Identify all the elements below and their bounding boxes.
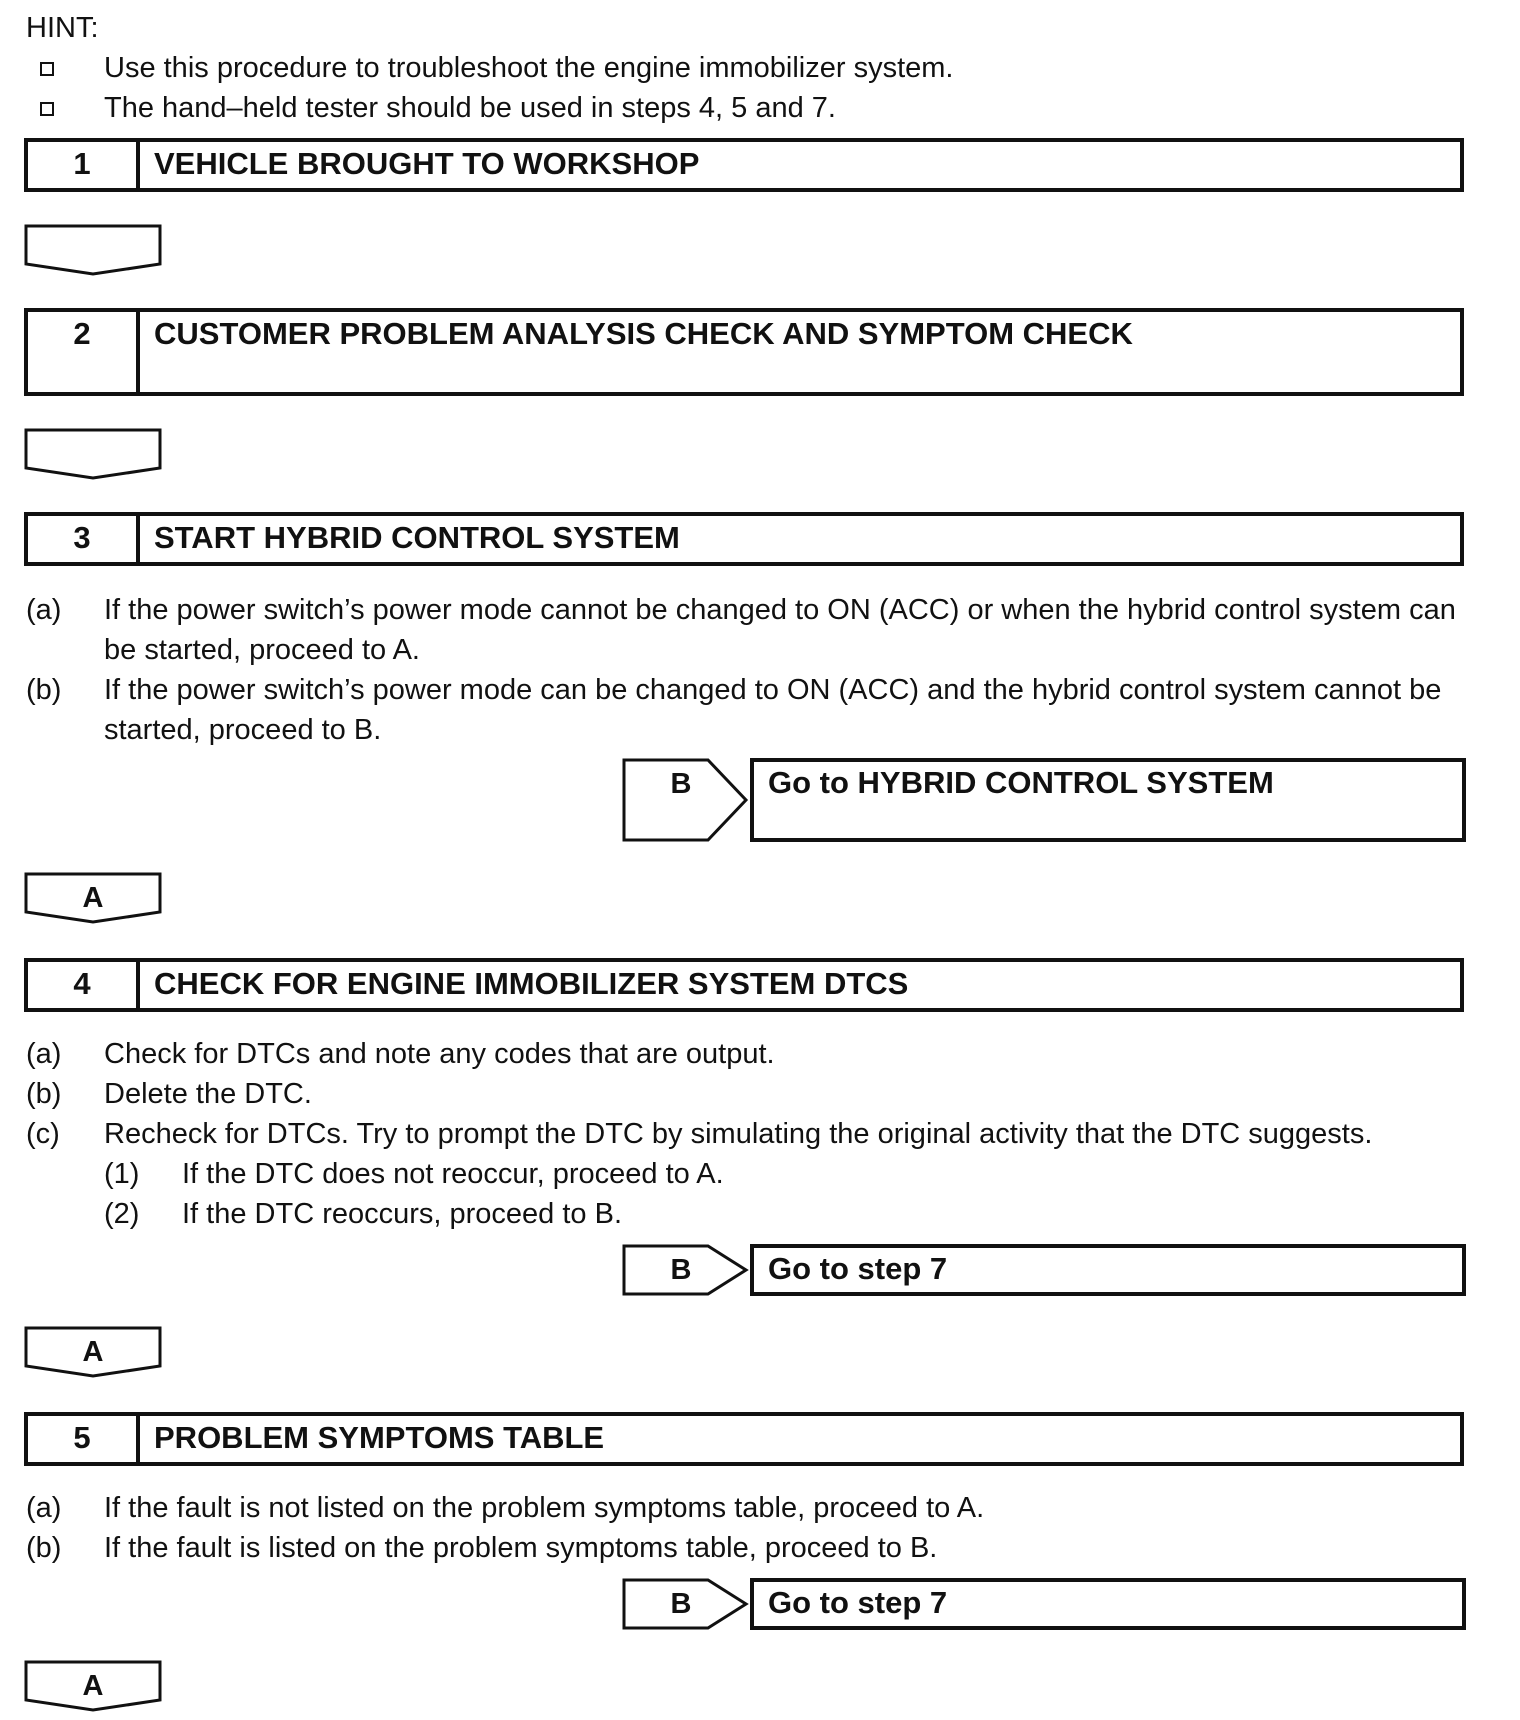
branch-a-label: A	[82, 1670, 104, 1702]
checkbox-bullet-icon	[40, 102, 54, 116]
step-3-item-a-label: (a)	[26, 594, 62, 626]
branch-a-label: A	[82, 1336, 104, 1368]
step-3-branch-box	[750, 758, 1466, 842]
hint-item-2: The hand–held tester should be used in steps 4, 5 and 7.	[104, 92, 836, 124]
hint-title: HINT:	[26, 12, 99, 44]
step-2-number: 2	[28, 312, 140, 392]
step-4-branch-text: Go to step 7	[768, 1251, 948, 1286]
step-4-item-c-label: (c)	[26, 1118, 60, 1150]
step-3-title: START HYBRID CONTROL SYSTEM	[154, 520, 680, 555]
branch-b-label: B	[670, 768, 692, 800]
step-4-item-a-label: (a)	[26, 1038, 62, 1070]
step-3-branch-text: Go to HYBRID CONTROL SYSTEM	[768, 765, 1274, 800]
step-4-title: CHECK FOR ENGINE IMMOBILIZER SYSTEM DTCS	[154, 966, 909, 1001]
step-5-header	[24, 1412, 1464, 1466]
step-4-subitem-2-text: If the DTC reoccurs, proceed to B.	[182, 1198, 623, 1230]
step-2-header	[24, 308, 1464, 396]
step-5-item-a-label: (a)	[26, 1492, 62, 1524]
hint-item-1: Use this procedure to troubleshoot the engine immobilizer system.	[104, 52, 954, 84]
step-5-title: PROBLEM SYMPTOMS TABLE	[154, 1420, 605, 1455]
step-5-number: 5	[28, 1416, 140, 1462]
branch-b-label: B	[670, 1588, 692, 1620]
step-4-number: 4	[28, 962, 140, 1008]
next-arrow-icon	[24, 224, 162, 276]
step-4-item-b-label: (b)	[26, 1078, 62, 1110]
step-5-item-b-label: (b)	[26, 1532, 62, 1564]
step-1-number: 1	[28, 142, 140, 188]
step-5-branch-box	[750, 1578, 1466, 1630]
step-4-branch-box	[750, 1244, 1466, 1296]
step-4-subitem-2-label: (2)	[104, 1198, 140, 1230]
step-4-subitem-1-text: If the DTC does not reoccur, proceed to A.	[182, 1158, 724, 1190]
step-5-branch-text: Go to step 7	[768, 1585, 948, 1620]
step-1-title: VEHICLE BROUGHT TO WORKSHOP	[154, 146, 700, 181]
step-3-item-a-text: If the power switch’s power mode cannot be changed to ON (ACC) or when the hybrid control system can be started, proceed to A.	[104, 594, 1456, 666]
step-2-title: CUSTOMER PROBLEM ANALYSIS CHECK AND SYMPTOM CHECK	[154, 316, 1133, 351]
step-4-header	[24, 958, 1464, 1012]
checkbox-bullet-icon	[40, 62, 54, 76]
branch-a-label: A	[82, 882, 104, 914]
branch-b-label: B	[670, 1254, 692, 1286]
step-3-header	[24, 512, 1464, 566]
step-5-item-a-text: If the fault is not listed on the problem symptoms table, proceed to A.	[104, 1492, 985, 1524]
next-arrow-icon	[24, 428, 162, 480]
step-3-item-b-text: If the power switch’s power mode can be changed to ON (ACC) and the hybrid control system cannot be started, proceed to B.	[104, 674, 1442, 746]
step-3-number: 3	[28, 516, 140, 562]
step-4-item-a-text: Check for DTCs and note any codes that are output.	[104, 1038, 775, 1070]
step-5-item-b-text: If the fault is listed on the problem symptoms table, proceed to B.	[104, 1532, 938, 1564]
step-3-item-b-label: (b)	[26, 674, 62, 706]
step-1-header	[24, 138, 1464, 192]
step-4-item-c-text: Recheck for DTCs. Try to prompt the DTC by simulating the original activity that the DTC suggests.	[104, 1118, 1373, 1150]
step-4-item-b-text: Delete the DTC.	[104, 1078, 312, 1110]
step-4-subitem-1-label: (1)	[104, 1158, 140, 1190]
